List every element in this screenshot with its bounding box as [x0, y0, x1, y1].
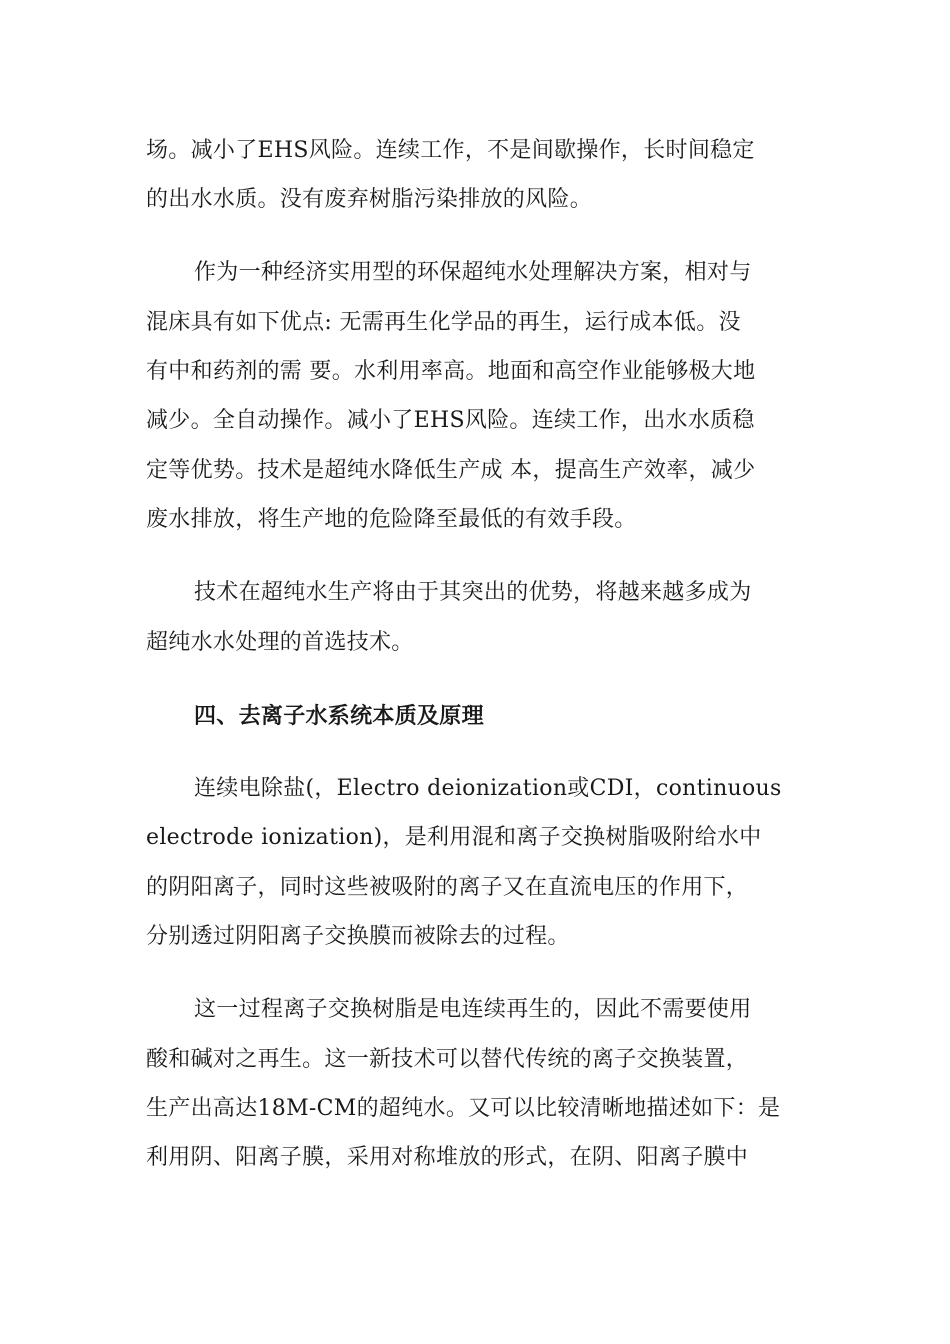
paragraph-2-line-3: 有中和药剂的需 要。水利用率高。地面和高空作业能够极大地 [146, 359, 756, 384]
paragraph-5-line-4: 利用阴、阳离子膜，采用对称堆放的形式，在阴、阳离子膜中 [146, 1145, 749, 1170]
paragraph-4-line-2: electrode ionization)，是利用混和离子交换树脂吸附给水中 [146, 825, 762, 850]
paragraph-1-line-2: 的出水水质。没有废弃树脂污染排放的风险。 [146, 187, 593, 212]
paragraph-2-line-6: 废水排放，将生产地的危险降至最低的有效手段。 [146, 507, 637, 532]
paragraph-5-line-3: 生产出高达18M-CM的超纯水。又可以比较清晰地描述如下：是 [146, 1096, 781, 1121]
paragraph-4-line-4: 分别透过阴阳离子交换膜而被除去的过程。 [146, 924, 570, 949]
paragraph-2-line-5: 定等优势。技术是超纯水降低生产成 本，提高生产效率，减少 [146, 458, 756, 483]
paragraph-3-line-2: 超纯水水处理的首选技术。 [146, 630, 414, 655]
paragraph-1-line-1: 场。减小了EHS风险。连续工作，不是间歇操作，长时间稳定 [146, 138, 755, 163]
section-heading: 四、去离子水系统本质及原理 [194, 703, 484, 729]
paragraph-2-line-1: 作为一种经济实用型的环保超纯水处理解决方案，相对与 [194, 260, 752, 285]
paragraph-5-line-2: 酸和碱对之再生。这一新技术可以替代传统的离子交换装置， [146, 1047, 749, 1072]
paragraph-4-line-3: 的阴阳离子，同时这些被吸附的离子又在直流电压的作用下， [146, 875, 749, 900]
paragraph-4-line-1: 连续电除盐(，Electro deionization或CDI，continuous [194, 776, 782, 801]
paragraph-3-line-1: 技术在超纯水生产将由于其突出的优势，将越来越多成为 [194, 580, 752, 605]
paragraph-2-line-4: 减少。全自动操作。减小了EHS风险。连续工作，出水水质稳 [146, 408, 755, 433]
paragraph-5-line-1: 这一过程离子交换树脂是电连续再生的，因此不需要使用 [194, 997, 752, 1022]
paragraph-2-line-2: 混床具有如下优点: 无需再生化学品的再生，运行成本低。没 [146, 310, 741, 335]
